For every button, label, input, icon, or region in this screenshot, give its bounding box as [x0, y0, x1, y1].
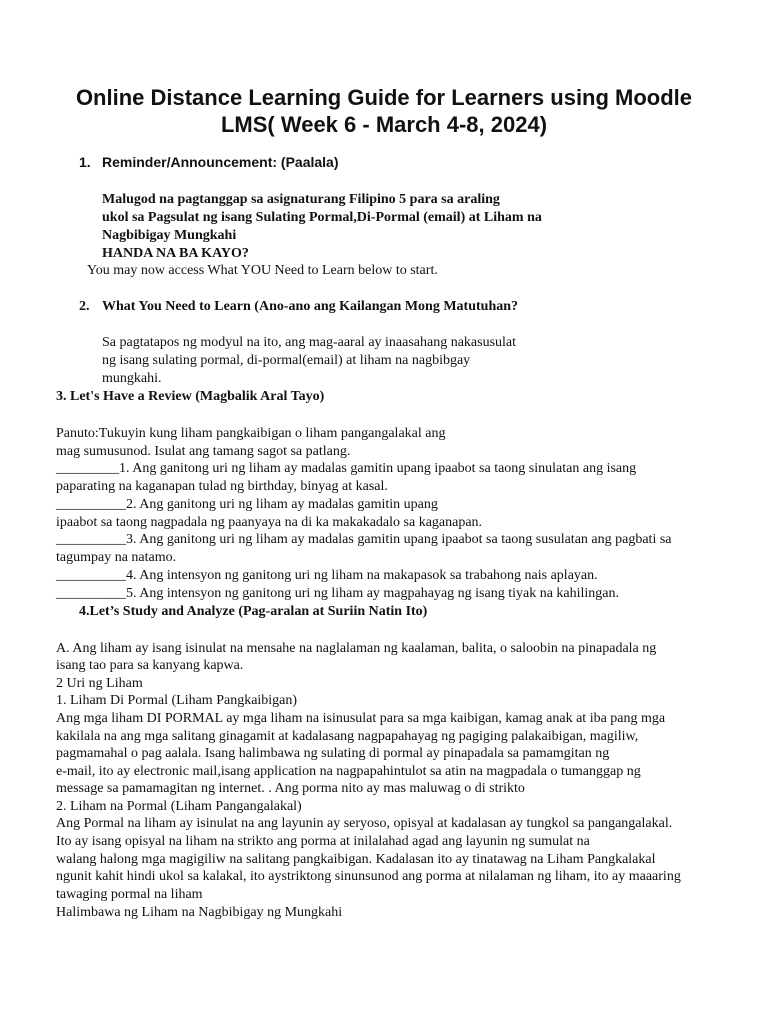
- liham-di-pormal-line-5: message sa pamamagitan ng internet. . Ang porma nito ay mas maluwag o di strikto: [56, 781, 525, 796]
- title-line-2: LMS( Week 6 - March 4-8, 2024): [220, 112, 548, 137]
- liham-di-pormal-line-3: pagmamahal o pag aalala. Isang halimbawa ng sulating di pormal ay pinapadala sa pamamgitan ng: [56, 746, 610, 761]
- section1-number: 1.: [79, 154, 91, 170]
- question-3-line-2: tagumpay na natamo.: [56, 550, 177, 565]
- question-1-line-1: _________1. Ang ganitong uri ng liham ay madalas gamitin upang ipaabot sa taong sinulatan ang isang: [56, 461, 637, 476]
- liham-pormal-line-4: ngunit kahit hindi ukol sa kalakal, ito aystriktong sinunsunod ang porma at nilalaman ng liham, ito ay maaaring: [56, 869, 681, 884]
- question-1-line-2: paparating na kaganapan tulad ng birthday, binyag at kasal.: [56, 479, 388, 494]
- section3-instruction-line-2: mag sumusunod. Isulat ang tamang sagot sa patlang.: [56, 444, 351, 459]
- example-heading: Halimbawa ng Liham na Nagbibigay ng Mungkahi: [56, 905, 343, 920]
- section1-welcome-line-1: Malugod na pagtanggap sa asignaturang Filipino 5 para sa araling: [102, 192, 500, 207]
- question-5: __________5. Ang intensyon ng ganitong uri ng liham ay magpahayag ng isang tiyak na kahilingan.: [56, 586, 620, 601]
- document-title: [40, 84, 728, 138]
- section1-heading: Reminder/Announcement: (Paalala): [102, 154, 339, 170]
- section2-heading: What You Need to Learn (Ano-ano ang Kailangan Mong Matutuhan?: [102, 299, 519, 314]
- section1-access: You may now access What YOU Need to Learn below to start.: [87, 263, 438, 278]
- liham-di-pormal-heading: 1. Liham Di Pormal (Liham Pangkaibigan): [56, 693, 298, 708]
- section2-body-line-1: Sa pagtatapos ng modyul na ito, ang mag-aaral ay inaasahang nakasusulat: [102, 335, 517, 350]
- title-line-1: Online Distance Learning Guide for Learners using Moodle: [75, 85, 693, 110]
- liham-di-pormal-line-4: e-mail, ito ay electronic mail,isang application na nagpapahintulot sa atin na magpadala o tumanggap ng: [56, 764, 641, 779]
- section3-instruction-line-1: Panuto:Tukuyin kung liham pangkaibigan o liham pangangalakal ang: [56, 426, 446, 441]
- liham-di-pormal-line-1: Ang mga liham DI PORMAL ay mga liham na isinusulat para sa mga kaibigan, kamag anak at iba pang mga: [56, 711, 666, 726]
- liham-pormal-heading: 2. Liham na Pormal (Liham Pangangalakal): [56, 799, 302, 814]
- section1-welcome-line-3: Nagbibigay Mungkahi: [102, 228, 237, 243]
- liham-pormal-line-2: Ito ay isang opisyal na liham na strikto ang porma at inilalahad agad ang layunin ng sumulat na: [56, 834, 590, 849]
- section4-a-line-2: isang tao para sa kanyang kapwa.: [56, 658, 244, 673]
- section2-body-line-3: mungkahi.: [102, 371, 162, 386]
- section2-number: 2.: [79, 299, 90, 314]
- section4-heading: 4.Let’s Study and Analyze (Pag-aralan at Suriin Natin Ito): [79, 604, 428, 619]
- liham-di-pormal-line-2: kakilala na ang mga salitang ginagamit at kadalasang nagpapahayag ng pagiging palakaibigan, magiliw,: [56, 729, 639, 744]
- question-4: __________4. Ang intensyon ng ganitong uri ng liham na makapasok sa trabahong nais aplayan.: [56, 568, 598, 583]
- section3-heading: 3. Let's Have a Review (Magbalik Aral Tayo): [56, 389, 325, 404]
- question-2-line-2: ipaabot sa taong nagpadala ng paanyaya na di ka makakadalo sa kaganapan.: [56, 515, 483, 530]
- liham-types-heading: 2 Uri ng Liham: [56, 676, 143, 691]
- section2-body-line-2: ng isang sulating pormal, di-pormal(email) at liham na nagbibgay: [102, 353, 471, 368]
- section4-a-line-1: A. Ang liham ay isang isinulat na mensahe na naglalaman ng kaalaman, balita, o saloobin na pinapadala ng: [56, 641, 657, 656]
- section1-ready: HANDA NA BA KAYO?: [102, 246, 249, 261]
- question-3-line-1: __________3. Ang ganitong uri ng liham ay madalas gamitin upang ipaabot sa taong susulatan ang pagbati sa: [56, 532, 672, 547]
- question-2-line-1: __________2. Ang ganitong uri ng liham ay madalas gamitin upang: [56, 497, 438, 512]
- liham-pormal-line-5: tawaging pormal na liham: [56, 887, 203, 902]
- section1-welcome-line-2: ukol sa Pagsulat ng isang Sulating Pormal,Di-Pormal (email) at Liham na: [102, 210, 542, 225]
- liham-pormal-line-3: walang halong mga magigiliw na salitang pangkaibigan. Kadalasan ito ay tinatawag na Liham Pangkalakal: [56, 852, 656, 867]
- liham-pormal-line-1: Ang Pormal na liham ay isinulat na ang layunin ay seryoso, opisyal at kadalasan ay tungkol sa pangangalakal.: [56, 816, 673, 831]
